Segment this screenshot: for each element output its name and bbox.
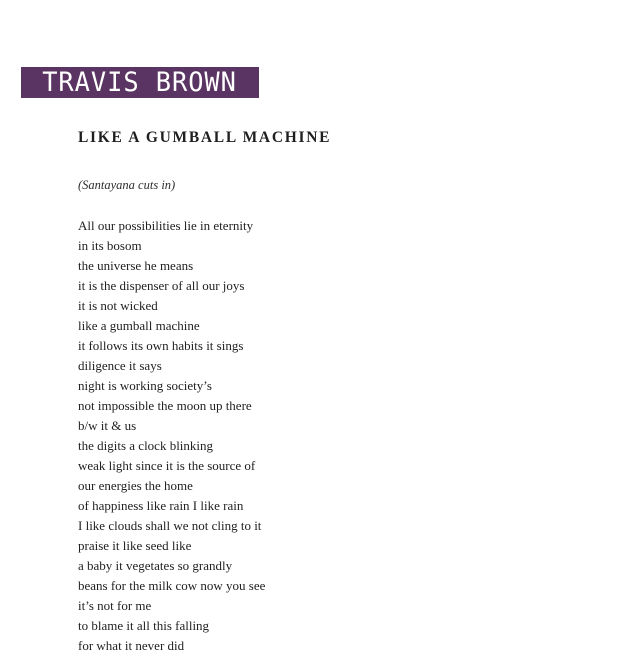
poem-line: it’s not for me <box>78 598 152 613</box>
poem-title: LIKE A GUMBALL MACHINE <box>78 129 332 146</box>
poem-body <box>78 216 265 656</box>
author-name: TRAVIS BROWN <box>42 67 238 98</box>
poem-line: it is not wicked <box>78 298 158 313</box>
poem-line: All our possibilities lie in eternity <box>78 218 254 233</box>
author-banner <box>21 67 259 98</box>
poem-epigraph: (Santayana cuts in) <box>78 178 176 192</box>
poem-line: weak light since it is the source of <box>78 458 256 473</box>
poem-line: for what it never did <box>78 638 185 653</box>
poem-line: the digits a clock blinking <box>78 438 214 453</box>
poem-line: it follows its own habits it sings <box>78 338 244 353</box>
poem-line: b/w it & us <box>78 418 137 433</box>
poem-line: like a gumball machine <box>78 318 200 333</box>
poem-line: our energies the home <box>78 478 193 493</box>
poem-line: I like clouds shall we not cling to it <box>78 518 262 533</box>
poem-line: beans for the milk cow now you see <box>78 578 266 593</box>
poem-line: not impossible the moon up there <box>78 398 252 413</box>
poem-line: night is working society’s <box>78 378 212 393</box>
poem-line: the universe he means <box>78 258 194 273</box>
poem-line: diligence it says <box>78 358 162 373</box>
poem-line: of happiness like rain I like rain <box>78 498 244 513</box>
poem-line: a baby it vegetates so grandly <box>78 558 233 573</box>
poem-line: in its bosom <box>78 238 142 253</box>
poem-line: it is the dispenser of all our joys <box>78 278 245 293</box>
poem-line: praise it like seed like <box>78 538 192 553</box>
poem-line: to blame it all this falling <box>78 618 210 633</box>
